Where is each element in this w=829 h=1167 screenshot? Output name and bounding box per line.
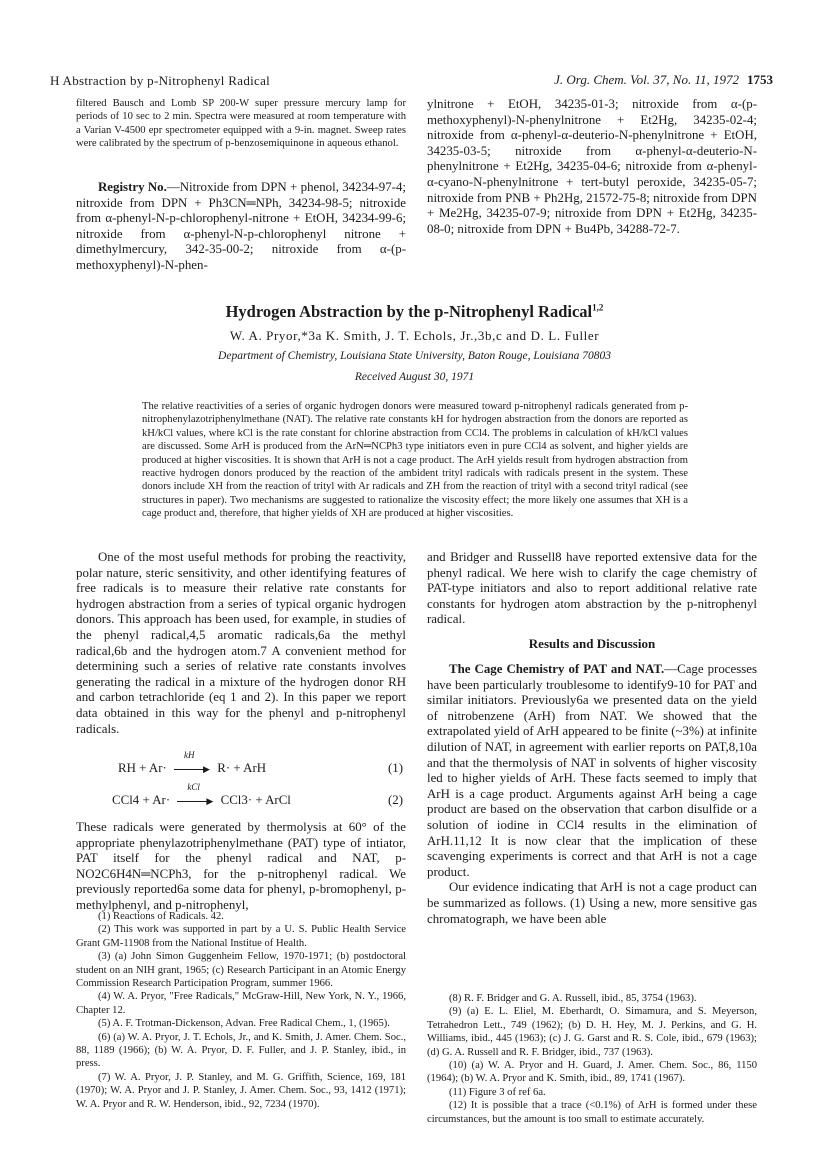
footnote-10: (10) (a) W. A. Pryor and H. Guard, J. Amer. Chem. Soc., 86, 1150 (1964); (b) W. A. Pryor and K. Smith, ibid., 89, 1741 (1967). (427, 1060, 757, 1085)
footnote-1: (1) Reactions of Radicals. 42. (98, 911, 224, 922)
running-title: H Abstraction by p-Nitrophenyl Radical (50, 73, 271, 88)
intro-paragraph: One of the most useful methods for probing the reactivity, polar nature, steric sensitivity, and other identifying features of free radicals is to measure their relative rate constants for hydrogen abstraction from a series of typical organic hydrogen donors. This approach has been used, for example, in studies of the phenyl radical,4,5 aromatic radicals,6a the methyl radical,6b and the hydrogen atom.7 A convenient method for determining such a series of relative rate constants involves generating the radical in a mixture of the hydrogen donor RH and carbon tetrachloride (eq 1 and 2). In this paper we report data obtained in this way for the phenyl and p-nitrophenyl radicals. (76, 550, 406, 736)
top-left-column (76, 97, 406, 151)
cage-paragraph: —Cage processes have been particularly troublesome to identify9-10 for PAT and similar initiators. Previously6a we presented data on the yield of nitrobenzene (ArH) from NAT. We showed that the extrapolated yield of ArH appeared to be finite (~3%) at infinite dilution of NAT, in agreement with earlier reports on PAT,8,10a and that the thermolysis of NAT in solvents of higher viscosity led to higher yields of ArH. These facts seemed to imply that ArH is a cage product. Arguments against ArH being a cage product are based on the observation that carbon disulfide or a solution of iodine in CCl4 results in the elimination of ArH.11,12 It is now clear that the implication of these scavenging experiments is correct and that ArH is not a cage product. (427, 662, 757, 879)
cage-chemistry-section (427, 662, 757, 927)
authors: W. A. Pryor,*3a K. Smith, J. T. Echols, Jr.,3b,c and D. L. Fuller (229, 328, 600, 343)
footnote-8: (8) R. F. Bridger and G. A. Russell, ibid., 85, 3754 (1963). (449, 993, 697, 1004)
footnote-7: (7) W. A. Pryor, J. P. Stanley, and M. G. Griffith, Science, 169, 181 (1970); W. A. Pryor and J. P. Stanley, J. Amer. Chem. Soc., 93, 1412 (1971); W. A. Pryor and R. W. Henderson, ibid., 92, 7234 (1970). (76, 1071, 406, 1110)
eq1-products: R· + ArH (217, 761, 267, 775)
equation-2 (112, 782, 291, 808)
footnote-11: (11) Figure 3 of ref 6a. (449, 1086, 546, 1098)
left-footnotes (76, 910, 406, 1111)
eq2-rate-constant: kCl (187, 782, 200, 792)
eq1-number: (1) (388, 761, 404, 775)
eq2-arrow: kCl ▶ (177, 793, 213, 808)
eq1-arrow: kH ▶ (174, 761, 210, 776)
registry-label: Registry No. (98, 180, 167, 194)
equation-1 (118, 750, 267, 776)
article-title (0, 302, 829, 322)
received-date: Received August 30, 1971 (354, 371, 475, 383)
abstract: The relative reactivities of a series of organic hydrogen donors were measured toward p-nitrophenyl radicals generated from p-nitrophenylazotriphenylmethane (NAT). The relative rate constants kH for hydrogen abstraction from the donors are reported as kH/kCl values, where kCl is the rate constant for chlorine abstraction from CCl4. The problems in calculation of kH/kCl values are discussed. Some ArH is produced from the ArN═NCPh3 type initiators even in pure CCl4 as solvent, and higher yields are produced at higher viscosities. It is shown that ArH is not a cage product. The ArH yields result from hydrogen abstraction from reactive hydrogen donors produced by the reaction of the ambident trityl radicals with radicals present in the system. These donors include XH from the reaction of trityl with Ar radicals and ZH from the reaction of trityl with a second trityl radical (see structures in paper). Two mechanisms are suggested to rationalize the viscosity effect; the more likely one assumes that XH is a cage product and, therefore, that higher yields of XH are produced at higher viscosities. (142, 401, 688, 520)
continuation-paragraph: and Bridger and Russell8 have reported extensive data for the phenyl radical. We here wish to clarify the cage chemistry of PAT-type initiators and also to report additional relative rate constants for hydrogen atom abstraction by the p-nitrophenyl radical. (427, 550, 757, 627)
footnote-9: (9) (a) E. L. Eliel, M. Eberhardt, O. Simamura, and S. Meyerson, Tetrahedron Lett., 749 (1962); (b) D. H. Hey, M. J. Perkins, and G. H. Williams, ibid., 445 (1963); (c) J. G. Garst and R. S. Cole, ibid., 679 (1963); (d) G. A. Russell and R. F. Bridger, ibid., 737 (1963). (427, 1006, 757, 1058)
journal-citation: J. Org. Chem. Vol. 37, No. 11, 1972 (554, 72, 739, 87)
subsection-heading: The Cage Chemistry of PAT and NAT. (449, 662, 665, 676)
eq2-number: (2) (388, 793, 404, 807)
left-body-continued (76, 820, 406, 914)
right-body-column (427, 550, 757, 628)
registry-right (427, 97, 757, 237)
right-footnotes (427, 992, 757, 1126)
eq2-products: CCl3· + ArCl (220, 793, 291, 807)
footnote-6: (6) (a) W. A. Pryor, J. T. Echols, Jr., and K. Smith, J. Amer. Chem. Soc., 88, 1189 (1966); (b) W. A. Pryor, D. F. Fuller, and J. P. Stanley, ibid., in press. (76, 1031, 406, 1070)
article-title-footnotes: 1,2 (592, 302, 604, 313)
footnote-4: (4) W. A. Pryor, "Free Radicals," McGraw-Hill, New York, N. Y., 1966, Chapter 12. (76, 991, 406, 1016)
footnote-3: (3) (a) John Simon Guggenheim Fellow, 1970-1971; (b) postdoctoral student on an NIH grant, 1965; (c) Research Participant in an Atomic Energy Commission Research Participation Program, summer 1966. (76, 951, 406, 990)
registry-right-text: ylnitrone + EtOH, 34235-01-3; nitroxide from α-(p-methoxyphenyl)-N-phenylnitrone + Et2Hg, 34235-02-4; nitroxide from α-phenyl-α-deuterio-N-phenylnitrone + EtOH, 34235-03-5; nitroxide from α-phenyl-α-deuterio-N-phenylnitrone + Et2Hg, 34235-04-6; nitroxide from α-phenyl-α-cyano-N-phenylnitrone + tert-butyl peroxide, 34235-05-7; nitroxide from PNB + Ph2Hg, 21572-75-8; nitroxide from DPN + Me2Hg, 34235-07-9; nitroxide from DPN + Et2Hg, 34235-08-0; nitroxide from DPN + Bu4Pb, 34288-72-7. (427, 97, 757, 236)
article-title-text: Hydrogen Abstraction by the p-Nitrophenyl Radical (225, 302, 593, 321)
eq1-reactants: RH + Ar· (118, 761, 167, 775)
section-heading: Results and Discussion (528, 636, 656, 651)
footnote-2: (2) This work was supported in part by a U. S. Public Health Service Grant GM-11908 from the National Institue of Health. (76, 924, 406, 949)
initiator-paragraph: These radicals were generated by thermolysis at 60° of the appropriate phenylazotriphenylmethane (PAT) type of intiator, PAT itself for the phenyl radical and NAT, p-NO2C6H4N═NCPh3, for the p-nitrophenyl radical. We previously reported6a some data for phenyl, p-bromophenyl, p-methylphenyl, and p-nitrophenyl, (76, 820, 406, 912)
affiliation: Department of Chemistry, Louisiana State University, Baton Rouge, Louisiana 70803 (218, 350, 611, 362)
registry-left (76, 180, 406, 274)
registry-left-text: —Nitroxide from DPN + phenol, 34234-97-4; nitroxide from DPN + Ph3CN═NPh, 34234-98-5; nitroxide from α-phenyl-N-p-chlorophenyl-nitrone + EtOH, 34234-99-6; nitroxide from α-phenyl-N-p-chlorophenyl nitrone + dimethylmercury, 342-35-00-2; nitroxide from α-(p-methoxyphenyl)-N-phen- (76, 180, 407, 272)
journal-header (554, 72, 773, 88)
experimental-end-text: filtered Bausch and Lomb SP 200-W super pressure mercury lamp for periods of 10 sec to 2 min. Spectra were measured at room temperature with a Varian V-4500 epr spectrometer equipped with a 9-in. magnet. Sweep rates were calibrated by the spectrum of p-benzosemiquinone in aqueous ethanol. (76, 98, 406, 150)
eq1-rate-constant: kH (184, 750, 195, 760)
page-number: 1753 (747, 72, 773, 87)
eq2-reactants: CCl4 + Ar· (112, 793, 171, 807)
footnote-12: (12) It is possible that a trace (<0.1%) of ArH is formed under these circumstances, but the amount is too small to estimate accurately. (427, 1100, 757, 1125)
evidence-paragraph: Our evidence indicating that ArH is not a cage product can be summarized as follows. (1) Using a new, more sensitive gas chromatograph, we have been able (427, 880, 757, 926)
footnote-5: (5) A. F. Trotman-Dickenson, Advan. Free Radical Chem., 1, (1965). (98, 1018, 390, 1030)
left-body-column (76, 550, 406, 737)
